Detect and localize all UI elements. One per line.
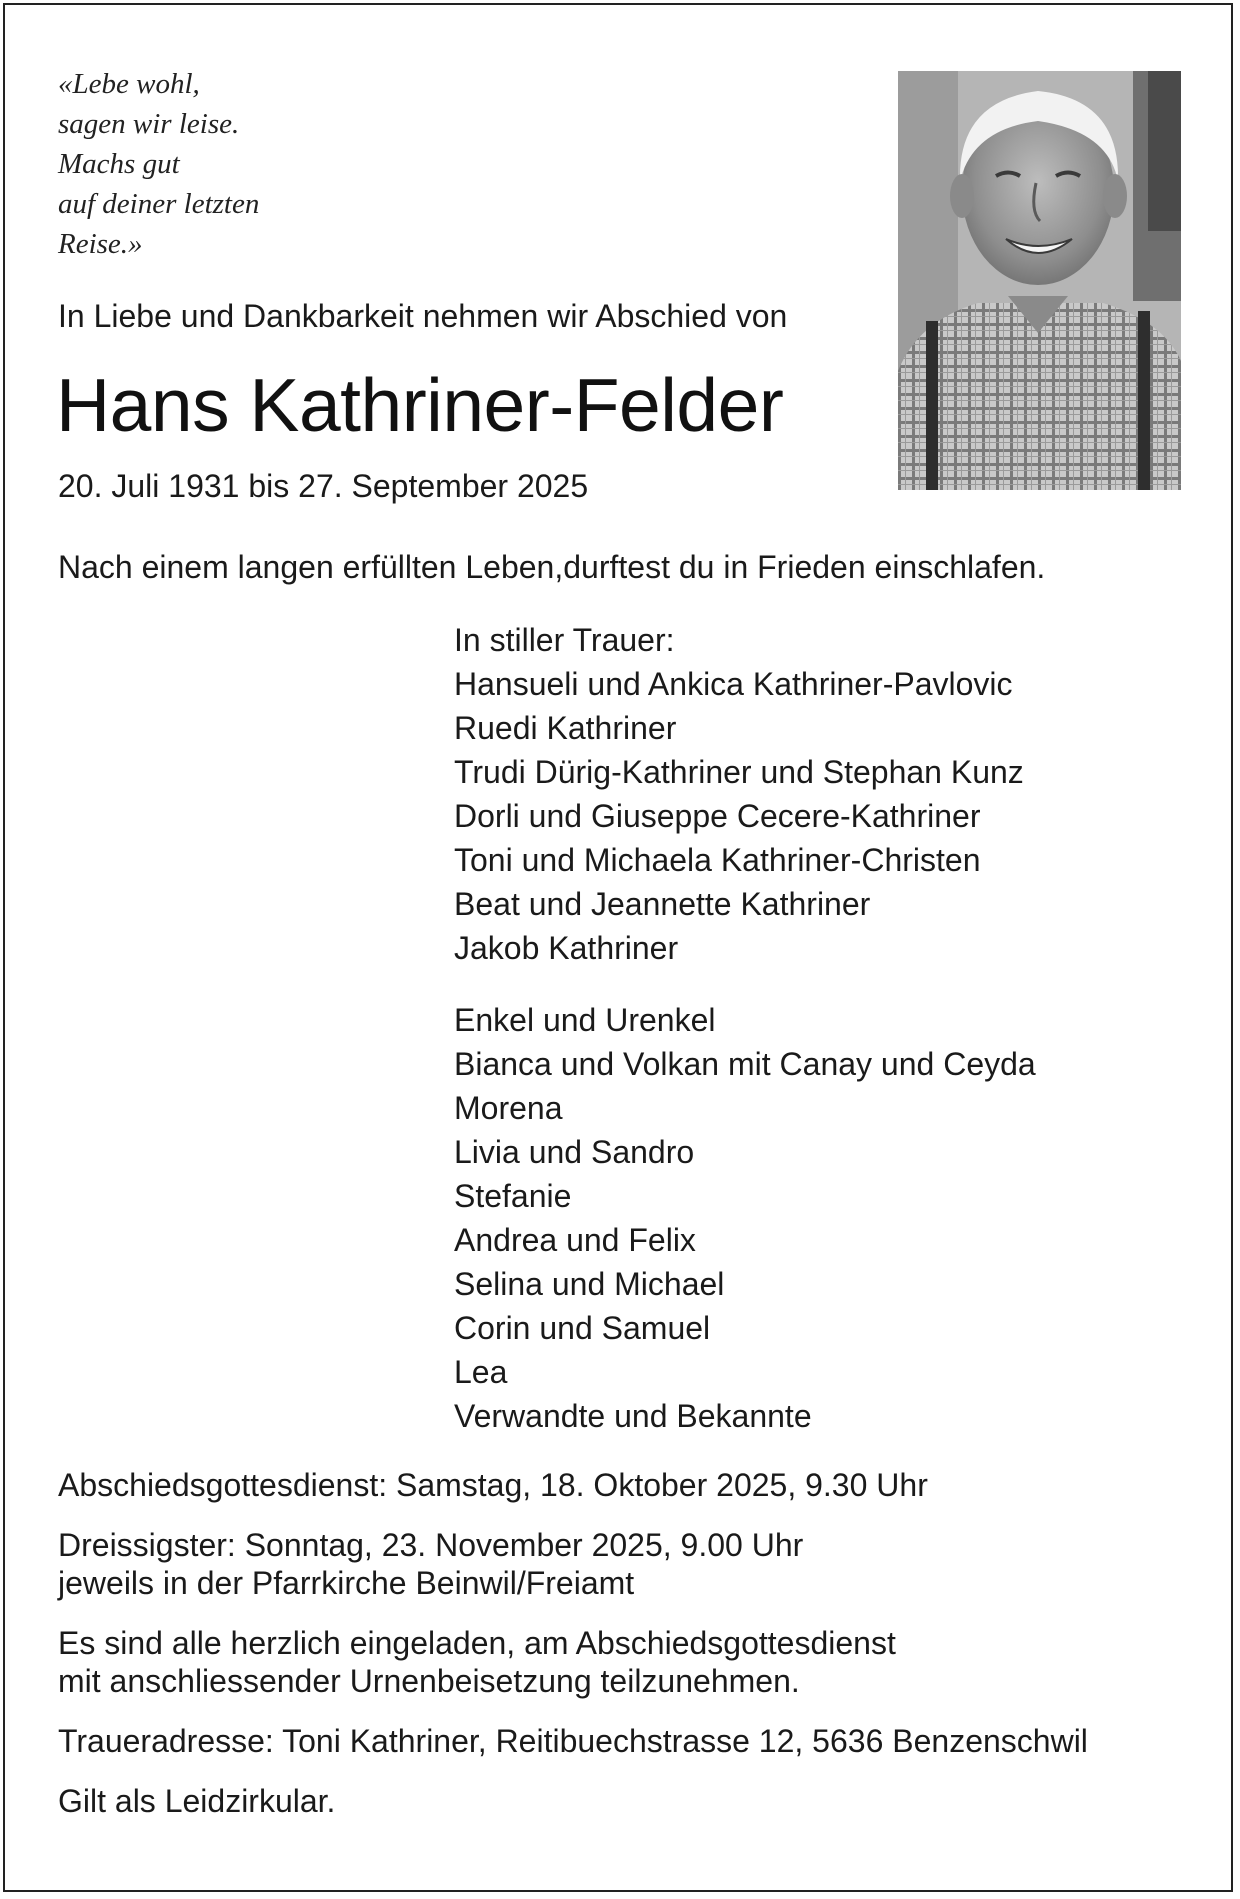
mourner-entry: Hansueli und Ankica Kathriner-Pavlovic [454,666,1013,702]
mourner-entry: Corin und Samuel [454,1310,711,1346]
mourner-entry: Lea [454,1354,508,1390]
mourner-entry: Jakob Kathriner [454,930,679,966]
mourners-heading: In stiller Trauer: [454,622,675,658]
deceased-name: Hans Kathriner-Felder [56,363,784,447]
mourner-entry: Trudi Dürig-Kathriner und Stephan Kunz [454,754,1024,790]
service-location: jeweils in der Pfarrkirche Beinwil/Freiamt [58,1565,635,1601]
quote-line: Machs gut [58,148,180,180]
circular-note: Gilt als Leidzirkular. [58,1783,336,1819]
quote-line: sagen wir leise. [58,108,240,140]
life-dates: 20. Juli 1931 bis 27. September 2025 [58,468,589,504]
quote-block [58,64,418,264]
farewell-service: Abschiedsgottesdienst: Samstag, 18. Oktober 2025, 9.30 Uhr [58,1467,928,1503]
quote-line: auf deiner letzten [58,188,260,220]
mourners-list [454,618,1036,1438]
mourner-entry: Morena [454,1090,563,1126]
group-spacer [454,970,1036,998]
mourning-address: Traueradresse: Toni Kathriner, Reitibuechstrasse 12, 5636 Benzenschwil [58,1723,1088,1759]
mourner-entry: Verwandte und Bekannte [454,1398,812,1434]
grandchildren-heading: Enkel und Urenkel [454,1002,716,1038]
mourner-entry: Livia und Sandro [454,1134,695,1170]
mourner-entry: Selina und Michael [454,1266,725,1302]
mourner-entry: Ruedi Kathriner [454,710,677,746]
peace-line: Nach einem langen erfüllten Leben,durftest du in Frieden einschlafen. [58,549,1046,585]
service-details [58,1466,1088,1842]
intro-line: In Liebe und Dankbarkeit nehmen wir Abschied von [58,298,788,334]
mourner-entry: Toni und Michaela Kathriner-Christen [454,842,981,878]
quote-line: Reise.» [58,228,143,260]
mourner-entry: Dorli und Giuseppe Cecere-Kathriner [454,798,981,834]
thirtieth-service: Dreissigster: Sonntag, 23. November 2025, 9.00 Uhr [58,1527,804,1563]
invitation-line: Es sind alle herzlich eingeladen, am Abschiedsgottesdienst [58,1625,896,1661]
mourner-entry: Andrea und Felix [454,1222,696,1258]
invitation-text [58,1624,1088,1700]
thirtieth-and-location [58,1526,1088,1602]
mourner-entry: Bianca und Volkan mit Canay und Ceyda [454,1046,1036,1082]
quote-line: «Lebe wohl, [58,68,200,100]
invitation-line: mit anschliessender Urnenbeisetzung teilzunehmen. [58,1663,800,1699]
portrait-illustration [898,71,1181,490]
portrait-photo [898,71,1181,490]
mourner-entry: Stefanie [454,1178,572,1214]
mourner-entry: Beat und Jeannette Kathriner [454,886,871,922]
